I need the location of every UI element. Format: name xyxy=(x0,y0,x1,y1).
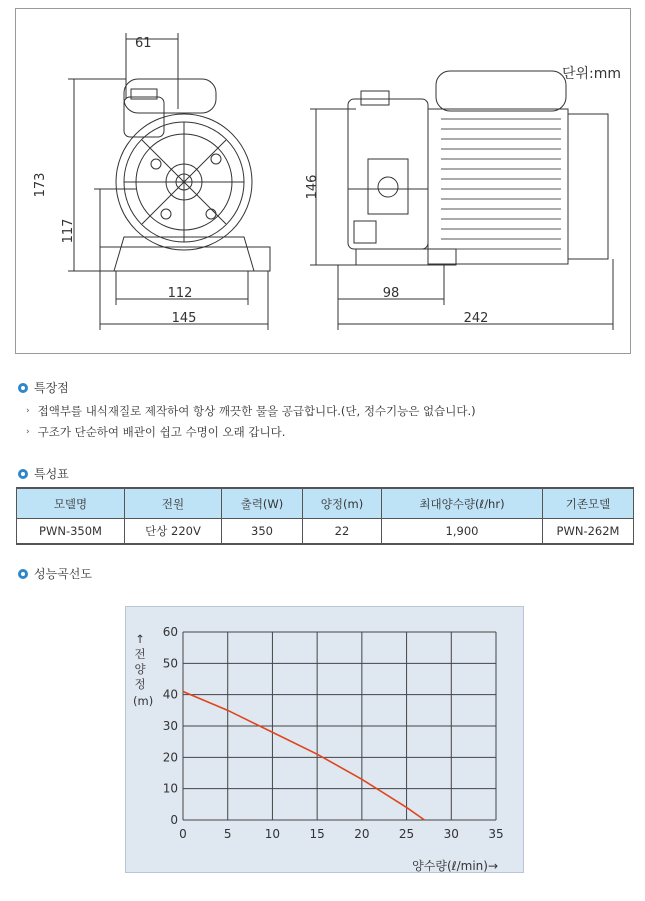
x-tick-label: 20 xyxy=(354,827,370,841)
x-tick-label: 0 xyxy=(179,827,187,841)
section-bullet-icon xyxy=(18,569,28,579)
features-title-text: 특장점 xyxy=(34,381,69,395)
header-output: 출력(W) xyxy=(222,488,303,519)
y-tick-label: 0 xyxy=(170,813,178,827)
arrow-right-icon: › xyxy=(26,427,30,437)
spec-header-row xyxy=(17,488,634,519)
feature-text: 접액부를 내식재질로 제작하여 항상 깨끗한 물을 공급합니다.(단, 정수기능은 없습니다.) xyxy=(37,404,476,418)
y-tick-label: 60 xyxy=(162,625,178,639)
front-outlet xyxy=(124,97,164,137)
x-tick-label: 35 xyxy=(488,827,504,841)
dim-117: 117 xyxy=(61,218,76,244)
x-tick-label: 5 xyxy=(223,827,232,841)
cell-output: 350 xyxy=(222,519,303,545)
performance-chart-svg xyxy=(126,607,525,874)
y-tick-label: 20 xyxy=(162,750,178,765)
x-axis-label: 양수량(ℓ/min)→ xyxy=(412,859,498,873)
cell-model: PWN-350M xyxy=(17,519,125,545)
side-base xyxy=(356,249,456,265)
side-pump-head xyxy=(348,99,428,249)
table-row xyxy=(17,519,634,545)
spec-table xyxy=(16,487,634,545)
dim-61: 61 xyxy=(135,36,152,51)
header-power-source: 전원 xyxy=(125,488,222,519)
y-tick-label: 30 xyxy=(162,719,178,733)
y-tick-label: 10 xyxy=(162,781,178,796)
pump-dimension-drawing xyxy=(16,9,632,355)
features-title xyxy=(18,379,69,396)
cell-previous-model: PWN-262M xyxy=(543,519,634,545)
dim-98: 98 xyxy=(382,286,400,301)
side-fan-cover xyxy=(568,114,608,259)
front-motor-top xyxy=(124,79,216,113)
y-axis-label: ↑ 전 양 정 (m) xyxy=(133,632,154,708)
dim-145: 145 xyxy=(171,311,197,326)
feature-item xyxy=(26,401,476,422)
curve-title xyxy=(18,565,92,582)
section-bullet-icon xyxy=(18,383,28,393)
side-motor-body xyxy=(428,109,568,264)
side-motor-top xyxy=(436,71,566,111)
series-line xyxy=(183,692,424,820)
curve-title-text: 성능곡선도 xyxy=(34,567,92,581)
x-tick-label: 10 xyxy=(264,827,281,841)
x-tick-label: 15 xyxy=(309,827,325,841)
cell-power-source: 단상 220V xyxy=(125,519,222,545)
cell-max-flow: 1,900 xyxy=(382,519,543,545)
dim-146: 146 xyxy=(305,174,320,200)
header-head: 양정(m) xyxy=(303,488,382,519)
feature-text: 구조가 단순하여 배관이 쉽고 수명이 오래 갑니다. xyxy=(37,425,286,439)
x-tick-label: 30 xyxy=(443,827,459,841)
performance-chart xyxy=(125,606,524,873)
dim-242: 242 xyxy=(463,311,489,326)
x-tick-label: 25 xyxy=(398,827,415,841)
y-tick-label: 40 xyxy=(162,687,178,702)
spec-title xyxy=(18,465,69,482)
feature-item xyxy=(26,422,476,443)
feature-list xyxy=(26,401,476,443)
arrow-right-icon: › xyxy=(26,406,30,416)
header-max-flow: 최대양수량(ℓ/hr) xyxy=(382,488,543,519)
header-model: 모델명 xyxy=(17,488,125,519)
cell-head: 22 xyxy=(303,519,382,545)
y-tick-label: 50 xyxy=(162,656,178,671)
section-bullet-icon xyxy=(18,469,28,479)
header-previous-model: 기존모델 xyxy=(543,488,634,519)
unit-label: 단위:mm xyxy=(562,66,622,82)
pump-drawing xyxy=(15,8,631,354)
dim-112: 112 xyxy=(167,286,193,301)
dim-173: 173 xyxy=(33,172,48,198)
spec-title-text: 특성표 xyxy=(34,467,69,481)
